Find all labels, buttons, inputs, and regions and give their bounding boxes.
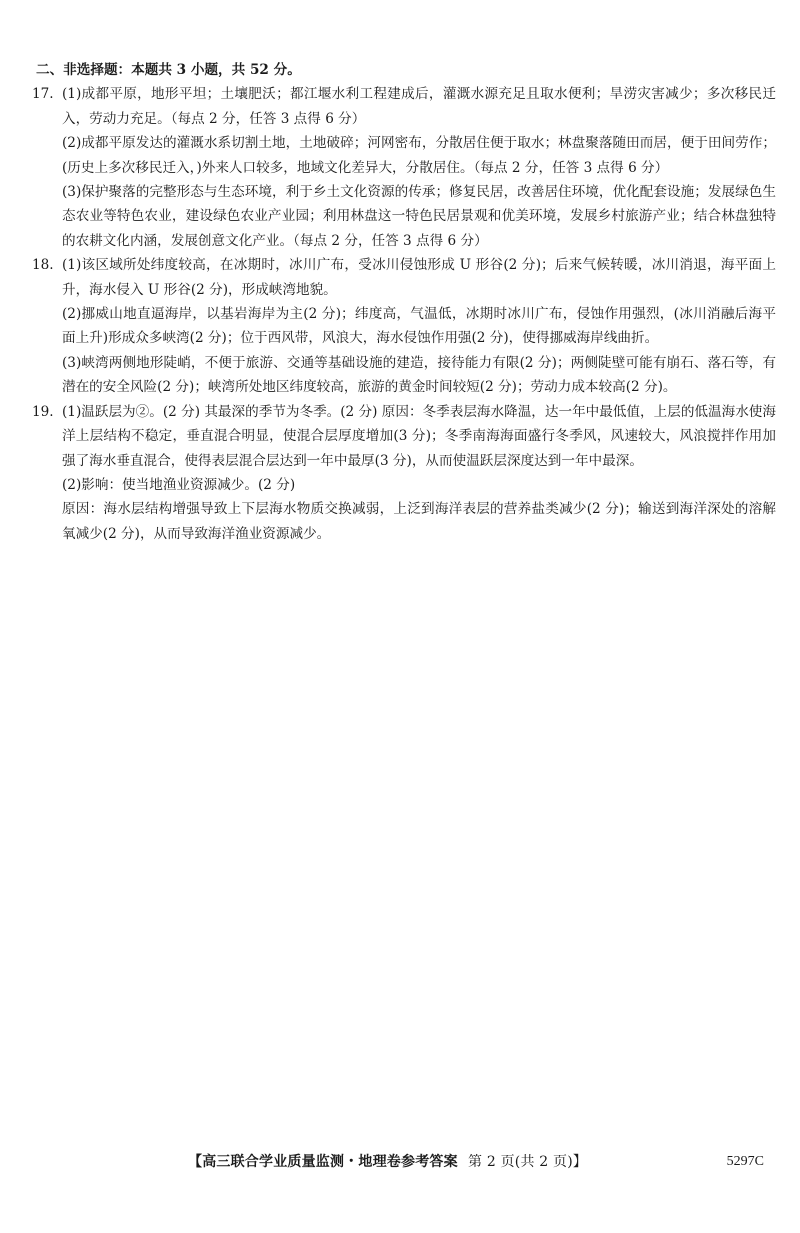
answer-paragraph: (1)成都平原，地形平坦；土壤肥沃；都江堰水利工程建成后，灌溉水源充足且取水便利；旱涝灾害减少；多次移民迁入，劳动力充足。（每点 2 分，任答 3 点得 6 分）: [62, 86, 776, 127]
footer-page-info: 第 2 页(共 2 页)】: [467, 1154, 588, 1170]
footer-title-block: [188, 1150, 587, 1174]
answer-paragraph: (3)保护聚落的完整形态与生态环境，利于乡土文化资源的传承；修复民居，改善居住环境，优化配套设施；发展绿色生态农业等特色农业，建设绿色农业产业园；利用林盘这一特色民居景观和优美环境，发展乡村旅游产业；结合林盘独特的农耕文化内涵，发展创意文化产业。（每点 2 分，任答 3 点得 6 分）: [62, 184, 776, 249]
answer-paragraph: (1)温跃层为②。(2 分) 其最深的季节为冬季。(2 分) 原因：冬季表层海水降温，达一年中最低值，上层的低温海水使海洋上层结构不稳定，垂直混合明显，使混合层厚度增加(3 分)；冬季南海海面盛行冬季风，风速较大，风浪搅拌作用加强了海水垂直混合，使得表层混合层达到一年中最厚(3 分)，从而使温跃层深度达到一年中最深。: [62, 403, 776, 469]
question-18: [32, 253, 776, 399]
question-number: 18.: [32, 257, 54, 274]
answer-paragraph: (2)成都平原发达的灌溉水系切割土地，土地破碎；河网密布，分散居住便于取水；林盘聚落随田而居，便于田间劳作；(历史上多次移民迁入，)外来人口较多，地域文化差异大，分散居住。（每点 2 分，任答 3 点得 6 分）: [62, 135, 776, 176]
question-number: 19.: [32, 403, 54, 420]
answer-paragraph: (3)峡湾两侧地形陡峭，不便于旅游、交通等基础设施的建造，接待能力有限(2 分)；两侧陡壁可能有崩石、落石等，有潜在的安全风险(2 分)；峡湾所处地区纬度较高，旅游的黄金时间较短(2 分)；劳动力成本较高(2 分)。: [62, 354, 776, 396]
footer-code: 5297C: [726, 1154, 764, 1169]
answer-paragraph: (1)该区域所处纬度较高，在冰期时，冰川广布，受冰川侵蚀形成 U 形谷(2 分)；后来气候转暖，冰川消退，海平面上升，海水侵入 U 形谷(2 分)，形成峡湾地貌。: [62, 257, 776, 298]
question-17: [32, 82, 776, 253]
answer-paragraph: (2)挪威山地直逼海岸，以基岩海岸为主(2 分)；纬度高，气温低，冰期时冰川广布，侵蚀作用强烈，(冰川消融后海平面上升)形成众多峡湾(2 分)；位于西风带，风浪大，海水侵蚀作用强(2 分)，使得挪威海岸线曲折。: [62, 306, 776, 347]
answer-content: [32, 58, 776, 546]
answer-paragraph: (2)影响：使当地渔业资源减少。(2 分): [62, 476, 296, 493]
section-title: 二、非选择题：本题共 3 小题，共 52 分。: [36, 62, 301, 78]
page-footer: [0, 1150, 800, 1174]
answer-paragraph: 原因：海水层结构增强导致上下层海水物质交换减弱，上泛到海洋表层的营养盐类减少(2 分)；输送到海洋深处的溶解氧减少(2 分)，从而导致海洋渔业资源减少。: [62, 501, 776, 542]
question-19: [32, 400, 776, 546]
footer-title: 【高三联合学业质量监测・地理卷参考答案: [188, 1154, 458, 1170]
question-number: 17.: [32, 86, 54, 103]
